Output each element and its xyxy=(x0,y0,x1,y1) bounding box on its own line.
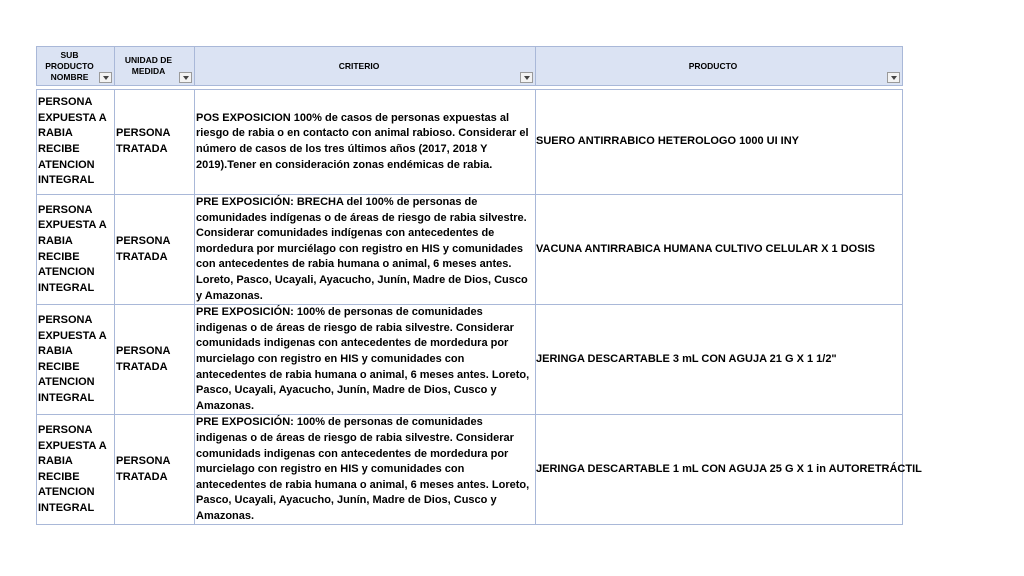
header-criterio xyxy=(195,47,536,86)
cell-unidad[interactable]: PERSONA TRATADA xyxy=(115,415,195,525)
cell-sub-producto[interactable]: PERSONA EXPUESTA A RABIA RECIBE ATENCION INTEGRAL xyxy=(37,305,115,415)
cell-unidad[interactable]: PERSONA TRATADA xyxy=(115,305,195,415)
cell-producto[interactable]: SUERO ANTIRRABICO HETEROLOGO 1000 UI INY xyxy=(536,90,903,195)
cell-producto[interactable]: JERINGA DESCARTABLE 1 mL CON AGUJA 25 G X 1 in AUTORETRÁCTIL xyxy=(536,415,903,525)
cell-sub-producto[interactable]: PERSONA EXPUESTA A RABIA RECIBE ATENCION INTEGRAL xyxy=(37,415,115,525)
cell-unidad[interactable]: PERSONA TRATADA xyxy=(115,90,195,195)
filter-dropdown-icon[interactable] xyxy=(887,72,900,83)
header-producto-label: PRODUCTO xyxy=(688,60,738,71)
header-unidad-medida-label: UNIDAD DE MEDIDA xyxy=(124,55,173,76)
cell-criterio[interactable]: PRE EXPOSICIÓN: 100% de personas de comunidades indigenas o de áreas de riesgo de rabia silvestre. Considerar comunidads indigenas con antecedentes de mordedura por murcielago con registro en HIS y comunidades con antecedentes de rabia humana o animal, 6 meses antes. Loreto, Pasco, Ucayali, Ayacucho, Junín, Madre de Dios, Cusco y Amazonas. xyxy=(195,415,536,525)
criteria-table xyxy=(36,46,922,525)
cell-sub-producto[interactable]: PERSONA EXPUESTA A RABIA RECIBE ATENCION INTEGRAL xyxy=(37,195,115,305)
header-unidad-medida xyxy=(115,47,195,86)
table-row xyxy=(37,415,903,525)
cell-criterio[interactable]: PRE EXPOSICIÓN: 100% de personas de comunidades indigenas o de áreas de riesgo de rabia silvestre. Considerar comunidads indigenas con antecedentes de mordedura por murcielago con registro en HIS y comunidades con antecedentes de rabia humana o animal, 6 meses antes. Loreto, Pasco, Ucayali, Ayacucho, Junín, Madre de Dios, Cusco y Amazonas. xyxy=(195,305,536,415)
spreadsheet-table xyxy=(36,46,922,525)
header-row xyxy=(37,47,903,86)
header-sub-producto xyxy=(37,47,115,86)
table-row xyxy=(37,305,903,415)
filter-dropdown-icon[interactable] xyxy=(99,72,112,83)
table-row xyxy=(37,90,903,195)
cell-producto[interactable]: JERINGA DESCARTABLE 3 mL CON AGUJA 21 G X 1 1/2" xyxy=(536,305,903,415)
cell-criterio[interactable]: PRE EXPOSICIÓN: BRECHA del 100% de personas de comunidades indígenas o de áreas de riesgo de rabia silvestre. Considerar comunidades indígenas con antecedentes de mordedura por murciélago con registro en HIS y comunidades con antecedentes de rabia humana o animal, 6 meses antes. Loreto, Pasco, Ucayali, Ayacucho, Junín, Madre de Dios, Cusco y Amazonas. xyxy=(195,195,536,305)
filter-dropdown-icon[interactable] xyxy=(520,72,533,83)
cell-producto[interactable]: VACUNA ANTIRRABICA HUMANA CULTIVO CELULAR X 1 DOSIS xyxy=(536,195,903,305)
cell-criterio[interactable]: POS EXPOSICION 100% de casos de personas expuestas al riesgo de rabia o en contacto con animal rabioso. Considerar el número de casos de los tres últimos años (2017, 2018 Y 2019).Tener en consideración zonas endémicas de rabia. xyxy=(195,90,536,195)
header-producto xyxy=(536,47,903,86)
header-criterio-label: CRITERIO xyxy=(338,60,380,71)
filter-dropdown-icon[interactable] xyxy=(179,72,192,83)
cell-sub-producto[interactable]: PERSONA EXPUESTA A RABIA RECIBE ATENCION INTEGRAL xyxy=(37,90,115,195)
cell-unidad[interactable]: PERSONA TRATADA xyxy=(115,195,195,305)
table-row xyxy=(37,195,903,305)
header-sub-producto-label: SUB PRODUCTO NOMBRE xyxy=(45,49,94,82)
